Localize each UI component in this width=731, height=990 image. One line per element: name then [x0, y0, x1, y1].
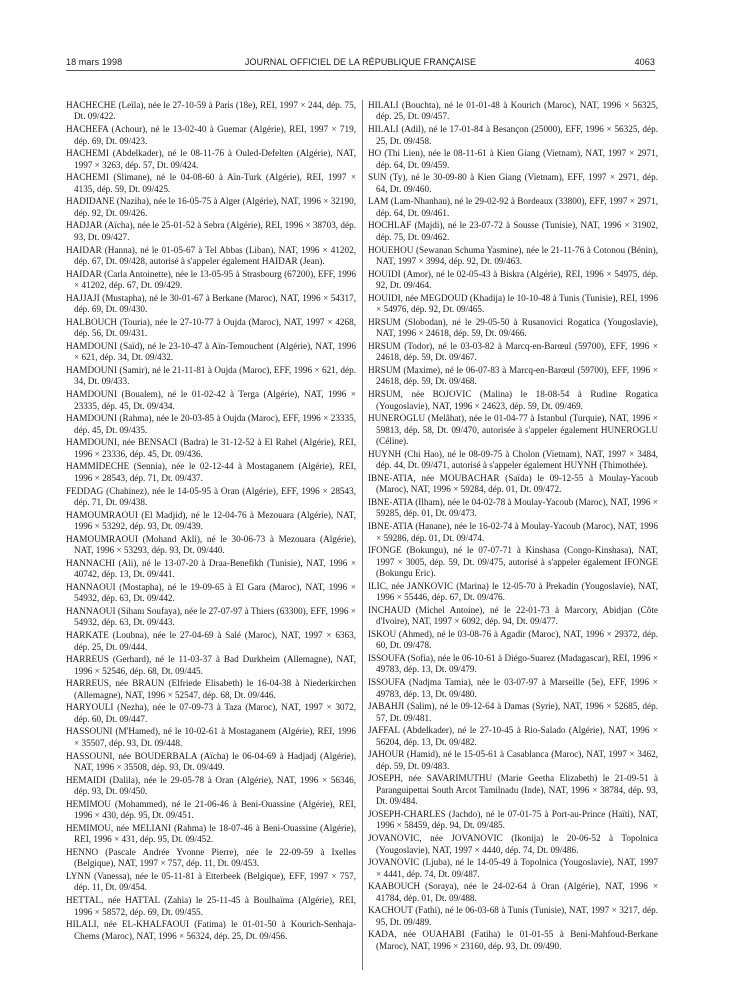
decree-entry: JAFFAL (Abdelkader), né le 27-10-45 à Rio-Salado (Algérie), NAT, 1996 × 56204, dép. 13, Dt. 09/482. — [368, 725, 658, 747]
decree-entry: KACHOUT (Fathi), né le 06-03-68 à Tunis (Tunisie), NAT, 1997 × 3217, dép. 95, Dt. 09/489. — [368, 905, 658, 927]
page-number: 4063 — [634, 57, 655, 67]
decree-entry: HAMDOUNI (Saïd), né le 23-10-47 à Aïn-Temouchent (Algérie), NAT, 1996 × 621, dép. 34, Dt. 09/432. — [66, 340, 356, 363]
decree-entry: ISKOU (Ahmed), né le 03-08-76 à Agadir (Maroc), NAT, 1996 × 29372, dép. 60, Dt. 09/478. — [368, 628, 658, 651]
decree-entry: JABAHJI (Salim), né le 09-12-64 à Damas (Syrie), NAT, 1996 × 52685, dép. 57, Dt. 09/481. — [368, 701, 658, 723]
decree-entry: HRSUM (Todor), né le 03-03-82 à Marcq-en-Barœul (59700), EFF, 1996 × 24618, dép. 59, Dt. 09/467. — [368, 340, 658, 363]
decree-entry: HAMDOUNI, née BENSACI (Badra) le 31-12-52 à El Rahel (Algérie), REI, 1996 × 23336, dép. 45, Dt. 09/436. — [66, 437, 356, 459]
decree-entry: HEMIMOU (Mohammed), né le 21-06-46 à Beni-Ouassine (Algérie), REI, 1996 × 430, dép. 95, Dt. 09/451. — [66, 798, 356, 821]
decree-entry: ISSOUFA (Nadjma Tamia), née le 03-07-97 à Marseille (5e), EFF, 1996 × 49783, dép. 13, Dt. 09/480. — [368, 677, 658, 699]
decree-entry: HANNACHI (Ali), né le 13-07-20 à Draa-Benefikh (Tunisie), NAT, 1996 × 40742, dép. 13, Dt. 09/441. — [66, 557, 356, 580]
decree-entry: IBNE-ATIA, née MOUBACHAR (Saïda) le 09-12-55 à Moulay-Yacoub (Maroc), NAT, 1996 × 59284, dép. 01, Dt. 09/472. — [368, 472, 658, 495]
decree-entry: INCHAUD (Michel Antoine), né le 22-01-73 à Marcory, Abidjan (Côte d'Ivoire), NAT, 1997 × 6092, dép. 94, Dt. 09/477. — [368, 604, 658, 627]
decree-entry: JOSEPH-CHARLES (Jachdo), né le 07-01-75 à Port-au-Prince (Haïti), NAT, 1996 × 58459, dép. 94, Dt. 09/485. — [368, 808, 658, 831]
decree-entry: HO (Thi Lien), née le 08-11-61 à Kien Giang (Vietnam), NAT, 1997 × 2971, dép. 64, Dt. 09/459. — [368, 148, 658, 170]
decree-entry: IFONGE (Bokungu), né le 07-07-71 à Kinshasa (Congo-Kinshasa), NAT, 1997 × 3005, dép. 59, Dt. 09/475, autorisé à s'appeler également IFONGE (Bokungu Eric). — [368, 545, 658, 579]
decree-entry: HOUEHOU (Sewanan Schuma Yasmine), née le 21-11-76 à Cotonou (Bénin), NAT, 1997 × 3994, dép. 92, Dt. 09/463. — [368, 244, 658, 267]
decree-entry: HUNEROGLU (Melâhat), née le 01-04-77 à Istanbul (Turquie), NAT, 1996 × 59813, dép. 58, Dt. 09/470, autorisée à s'appeler également HUNEROGLU (Céline). — [368, 413, 658, 447]
decree-entry: HAMMIDECHE (Sennia), née le 02-12-44 à Mostaganem (Algérie), REI, 1996 × 28543, dép. 71, Dt. 09/437. — [66, 461, 356, 483]
decree-entry: HANNAOUI (Mostapha), né le 19-09-65 à El Gara (Maroc), NAT, 1996 × 54932, dép. 63, Dt. 09/442. — [66, 581, 356, 604]
decree-entry: HARREUS (Gerhard), né le 11-03-37 à Bad Durkheim (Allemagne), NAT, 1996 × 52546, dép. 68, Dt. 09/445. — [66, 654, 356, 676]
decree-entry: HILALI (Bouchta), né le 01-01-48 à Kourich (Maroc), NAT, 1996 × 56325, dép. 25, Dt. 09/457. — [368, 100, 658, 122]
decree-entry: HADJAR (Aïcha), née le 25-01-52 à Sebra (Algérie), REI, 1996 × 38703, dép. 93, Dt. 09/427. — [66, 220, 356, 242]
decree-entry: HAMOUMRAOUI (Mohand Akli), né le 30-06-73 à Mezouara (Algérie), NAT, 1996 × 53293, dép. 93, Dt. 09/440. — [66, 533, 356, 556]
decree-entry: HEMIMOU, née MELIANI (Rahma) le 18-07-46 à Beni-Ouassine (Algérie), REI, 1996 × 431, dép. 95, Dt. 09/452. — [66, 822, 356, 845]
decree-entry: SUN (Ty), né le 30-09-80 à Kien Giang (Vietnam), EFF, 1997 × 2971, dép. 64, Dt. 09/460. — [368, 172, 658, 194]
decree-entry: HAMOUMRAOUI (El Madjid), né le 12-04-76 à Mezouara (Algérie), NAT, 1996 × 53292, dép. 93, Dt. 09/439. — [66, 509, 356, 532]
decree-entry: JOVANOVIC (Ljuba), né le 14-05-49 à Topolnica (Yougoslavie), NAT, 1997 × 4441, dép. 74, Dt. 09/487. — [368, 857, 658, 879]
decree-entry: HALBOUCH (Touria), née le 27-10-77 à Oujda (Maroc), NAT, 1997 × 4268, dép. 56, Dt. 09/431. — [66, 316, 356, 339]
decree-entry: KADA, née OUAHABI (Fatiha) le 01-01-55 à Beni-Mahfoud-Berkane (Maroc), NAT, 1996 × 23160, dép. 93, Dt. 09/490. — [368, 929, 658, 951]
decree-entry: HRSUM (Slobodan), né le 29-05-50 à Rusanovici Rogatica (Yougoslavie), NAT, 1996 × 24618, dép. 59, Dt. 09/466. — [368, 316, 658, 339]
decree-entry: HAMDOUNI (Samir), né le 21-11-81 à Oujda (Maroc), EFF, 1996 × 621, dép. 34, Dt. 09/433. — [66, 365, 356, 387]
decree-entry: FEDDAG (Chahinez), née le 14-05-95 à Oran (Algérie), EFF, 1996 × 28543, dép. 71, Dt. 09/438. — [66, 485, 356, 507]
decree-entry: JOVANOVIC, née JOVANOVIC (Ikonija) le 20-06-52 à Topolnica (Yougoslavie), NAT, 1997 × 4440, dép. 74, Dt. 09/486. — [368, 833, 658, 855]
decree-entry: HARYOULI (Nezha), née le 07-09-73 à Taza (Maroc), NAT, 1997 × 3072, dép. 60, Dt. 09/447. — [66, 702, 356, 724]
decree-entry: HAMDOUNI (Rahma), née le 20-03-85 à Oujda (Maroc), EFF, 1996 × 23335, dép. 45, Dt. 09/435. — [66, 413, 356, 435]
decree-entry: HADIDANE (Naziha), née le 16-05-75 à Alger (Algérie), NAT, 1996 × 32190, dép. 92, Dt. 09/426. — [66, 196, 356, 218]
decree-entry: LYNN (Vanessa), née le 05-11-81 à Etterbeek (Belgique), EFF, 1997 × 757, dép. 11, Dt. 09/454. — [66, 871, 356, 893]
decree-entry: HRSUM, née BOJOVIC (Malina) le 18-08-54 à Rudine Rogatica (Yougoslavie), NAT, 1996 × 24623, dép. 59, Dt. 09/469. — [368, 389, 658, 411]
decree-entry: HILALI, née EL-KHALFAOUI (Fatima) le 01-01-50 à Kourich-Senhaja-Chems (Maroc), NAT, 1996 × 56324, dép. 25, Dt. 09/456. — [66, 919, 356, 941]
header-rule — [66, 70, 655, 71]
decree-entry: HRSUM (Maxime), né le 06-07-83 à Marcq-en-Barœul (59700), EFF, 1996 × 24618, dép. 59, Dt. 09/468. — [368, 365, 658, 387]
publication-date: 18 mars 1998 — [66, 57, 123, 67]
decree-entry: JAHOUR (Hamid), né le 15-05-61 à Casablanca (Maroc), NAT, 1997 × 3462, dép. 59, Dt. 09/483. — [368, 749, 658, 771]
column-divider — [362, 100, 363, 970]
decree-entry: HAJJAJI (Mustapha), né le 30-01-67 à Berkane (Maroc), NAT, 1996 × 54317, dép. 69, Dt. 09/430. — [66, 292, 356, 315]
decree-entry: HARREUS, née BRAUN (Elfriede Elisabeth) le 16-04-38 à Niederkirchen (Allemagne), NAT, 1996 × 52547, dép. 68, Dt. 09/446. — [66, 678, 356, 700]
decree-entry: HEMAIDI (Dalila), née le 29-05-78 à Oran (Algérie), NAT, 1996 × 56346, dép. 93, Dt. 09/450. — [66, 774, 356, 797]
decree-entry: ILIC, née JANKOVIC (Marina) le 12-05-70 à Prekadin (Yougoslavie), NAT, 1996 × 55446, dép. 67, Dt. 09/476. — [368, 580, 658, 603]
decree-entry: KAABOUCH (Soraya), née le 24-02-64 à Oran (Algérie), NAT, 1996 × 41784, dép. 01, Dt. 09/488. — [368, 881, 658, 903]
decree-entry: HETTAL, née HATTAL (Zahia) le 25-11-45 à Boulhaïma (Algérie), REI, 1996 × 58572, dép. 69, Dt. 09/455. — [66, 895, 356, 917]
decree-entry: HARKATE (Loubna), née le 27-04-69 à Salé (Maroc), NAT, 1997 × 6363, dép. 25, Dt. 09/444. — [66, 630, 356, 652]
decree-entry: LAM (Lam-Nhanhau), né le 29-02-92 à Bordeaux (33800), EFF, 1997 × 2971, dép. 64, Dt. 09/461. — [368, 196, 658, 218]
decree-entry: HAMDOUNI (Boualem), né le 01-02-42 à Terga (Algérie), NAT, 1996 × 23335, dép. 45, Dt. 09/434. — [66, 389, 356, 411]
decree-entry: HAIDAR (Carla Antoinette), née le 13-05-95 à Strasbourg (67200), EFF, 1996 × 41202, dép. 67, Dt. 09/429. — [66, 268, 356, 291]
decree-entry: HACHEFA (Achour), né le 13-02-40 à Guemar (Algérie), REI, 1997 × 719, dép. 69, Dt. 09/423. — [66, 124, 356, 146]
decree-entry: HOUIDI (Amor), né le 02-05-43 à Biskra (Algérie), REI, 1996 × 54975, dép. 92, Dt. 09/464. — [368, 268, 658, 291]
decree-entry: HAIDAR (Hanna), né le 01-05-67 à Tel Abbas (Liban), NAT, 1996 × 41202, dép. 67, Dt. 09/428, autorisé à s'appeler également HAIDAR (Jean). — [66, 244, 356, 267]
decree-entry: HACHEMI (Slimane), né le 04-08-60 à Aïn-Turk (Algérie), REI, 1997 × 4135, dép. 59, Dt. 09/425. — [66, 172, 356, 194]
decree-entry: HILALI (Adil), né le 17-01-84 à Besançon (25000), EFF, 1996 × 56325, dép. 25, Dt. 09/458. — [368, 124, 658, 146]
decree-entry: HACHECHE (Leïla), née le 27-10-59 à Paris (18e), REI, 1997 × 244, dép. 75, Dt. 09/422. — [66, 100, 356, 122]
decree-entry: HASSOUNI (M'Hamed), né le 10-02-61 à Mostaganem (Algérie), REI, 1996 × 35507, dép. 93, Dt. 09/448. — [66, 726, 356, 748]
decree-entry: HOCHLAF (Majdi), né le 23-07-72 à Sousse (Tunisie), NAT, 1996 × 31902, dép. 75, Dt. 09/462. — [368, 220, 658, 242]
decree-entry: HACHEMI (Abdelkader), né le 08-11-76 à Ouled-Defelten (Algérie), NAT, 1997 × 3263, dép. 57, Dt. 09/424. — [66, 148, 356, 170]
decree-entry: HENNO (Pascale Andrée Yvonne Pierre), née le 22-09-59 à Ixelles (Belgique), NAT, 1997 × 757, dép. 11, Dt. 09/453. — [66, 846, 356, 869]
decree-entry: HUYNH (Chi Hao), né le 08-09-75 à Cholon (Vietnam), NAT, 1997 × 3484, dép. 44, Dt. 09/471, autorisé à s'appeler également HUYNH (Thimothée). — [368, 448, 658, 471]
decree-entry: HASSOUNI, née BOUDERBALA (Aïcha) le 06-04-69 à Hadjadj (Algérie), NAT, 1996 × 35508, dép. 93, Dt. 09/449. — [66, 750, 356, 772]
page-header — [66, 55, 655, 69]
decree-entry: ISSOUFA (Sofia), née le 06-10-61 à Diégo-Suarez (Madagascar), REI, 1996 × 49783, dép. 13, Dt. 09/479. — [368, 652, 658, 675]
decree-entry: IBNE-ATIA (Ilham), née le 04-02-78 à Moulay-Yacoub (Maroc), NAT, 1996 × 59285, dép. 01, Dt. 09/473. — [368, 496, 658, 519]
journal-title: JOURNAL OFFICIEL DE LA RÉPUBLIQUE FRANÇAISE — [244, 57, 477, 67]
decree-entry: JOSEPH, née SAVARIMUTHU (Marie Geetha Elizabeth) le 21-09-51 à Paranguipettai South Arcot Tamilnadu (Inde), NAT, 1996 × 38784, dép. 93, Dt. 09/484. — [368, 773, 658, 807]
right-column — [368, 100, 658, 954]
left-column — [66, 100, 356, 943]
decree-entry: IBNE-ATIA (Hanane), née le 16-02-74 à Moulay-Yacoub (Maroc), NAT, 1996 × 59286, dép. 01, Dt. 09/474. — [368, 521, 658, 543]
decree-entry: HANNAOUI (Sihanı Soufaya), née le 27-07-97 à Thiers (63300), EFF, 1996 × 54932, dép. 63, Dt. 09/443. — [66, 605, 356, 628]
decree-entry: HOUIDI, née MEGDOUD (Khadija) le 10-10-48 à Tunis (Tunisie), REI, 1996 × 54976, dép. 92, Dt. 09/465. — [368, 292, 658, 315]
